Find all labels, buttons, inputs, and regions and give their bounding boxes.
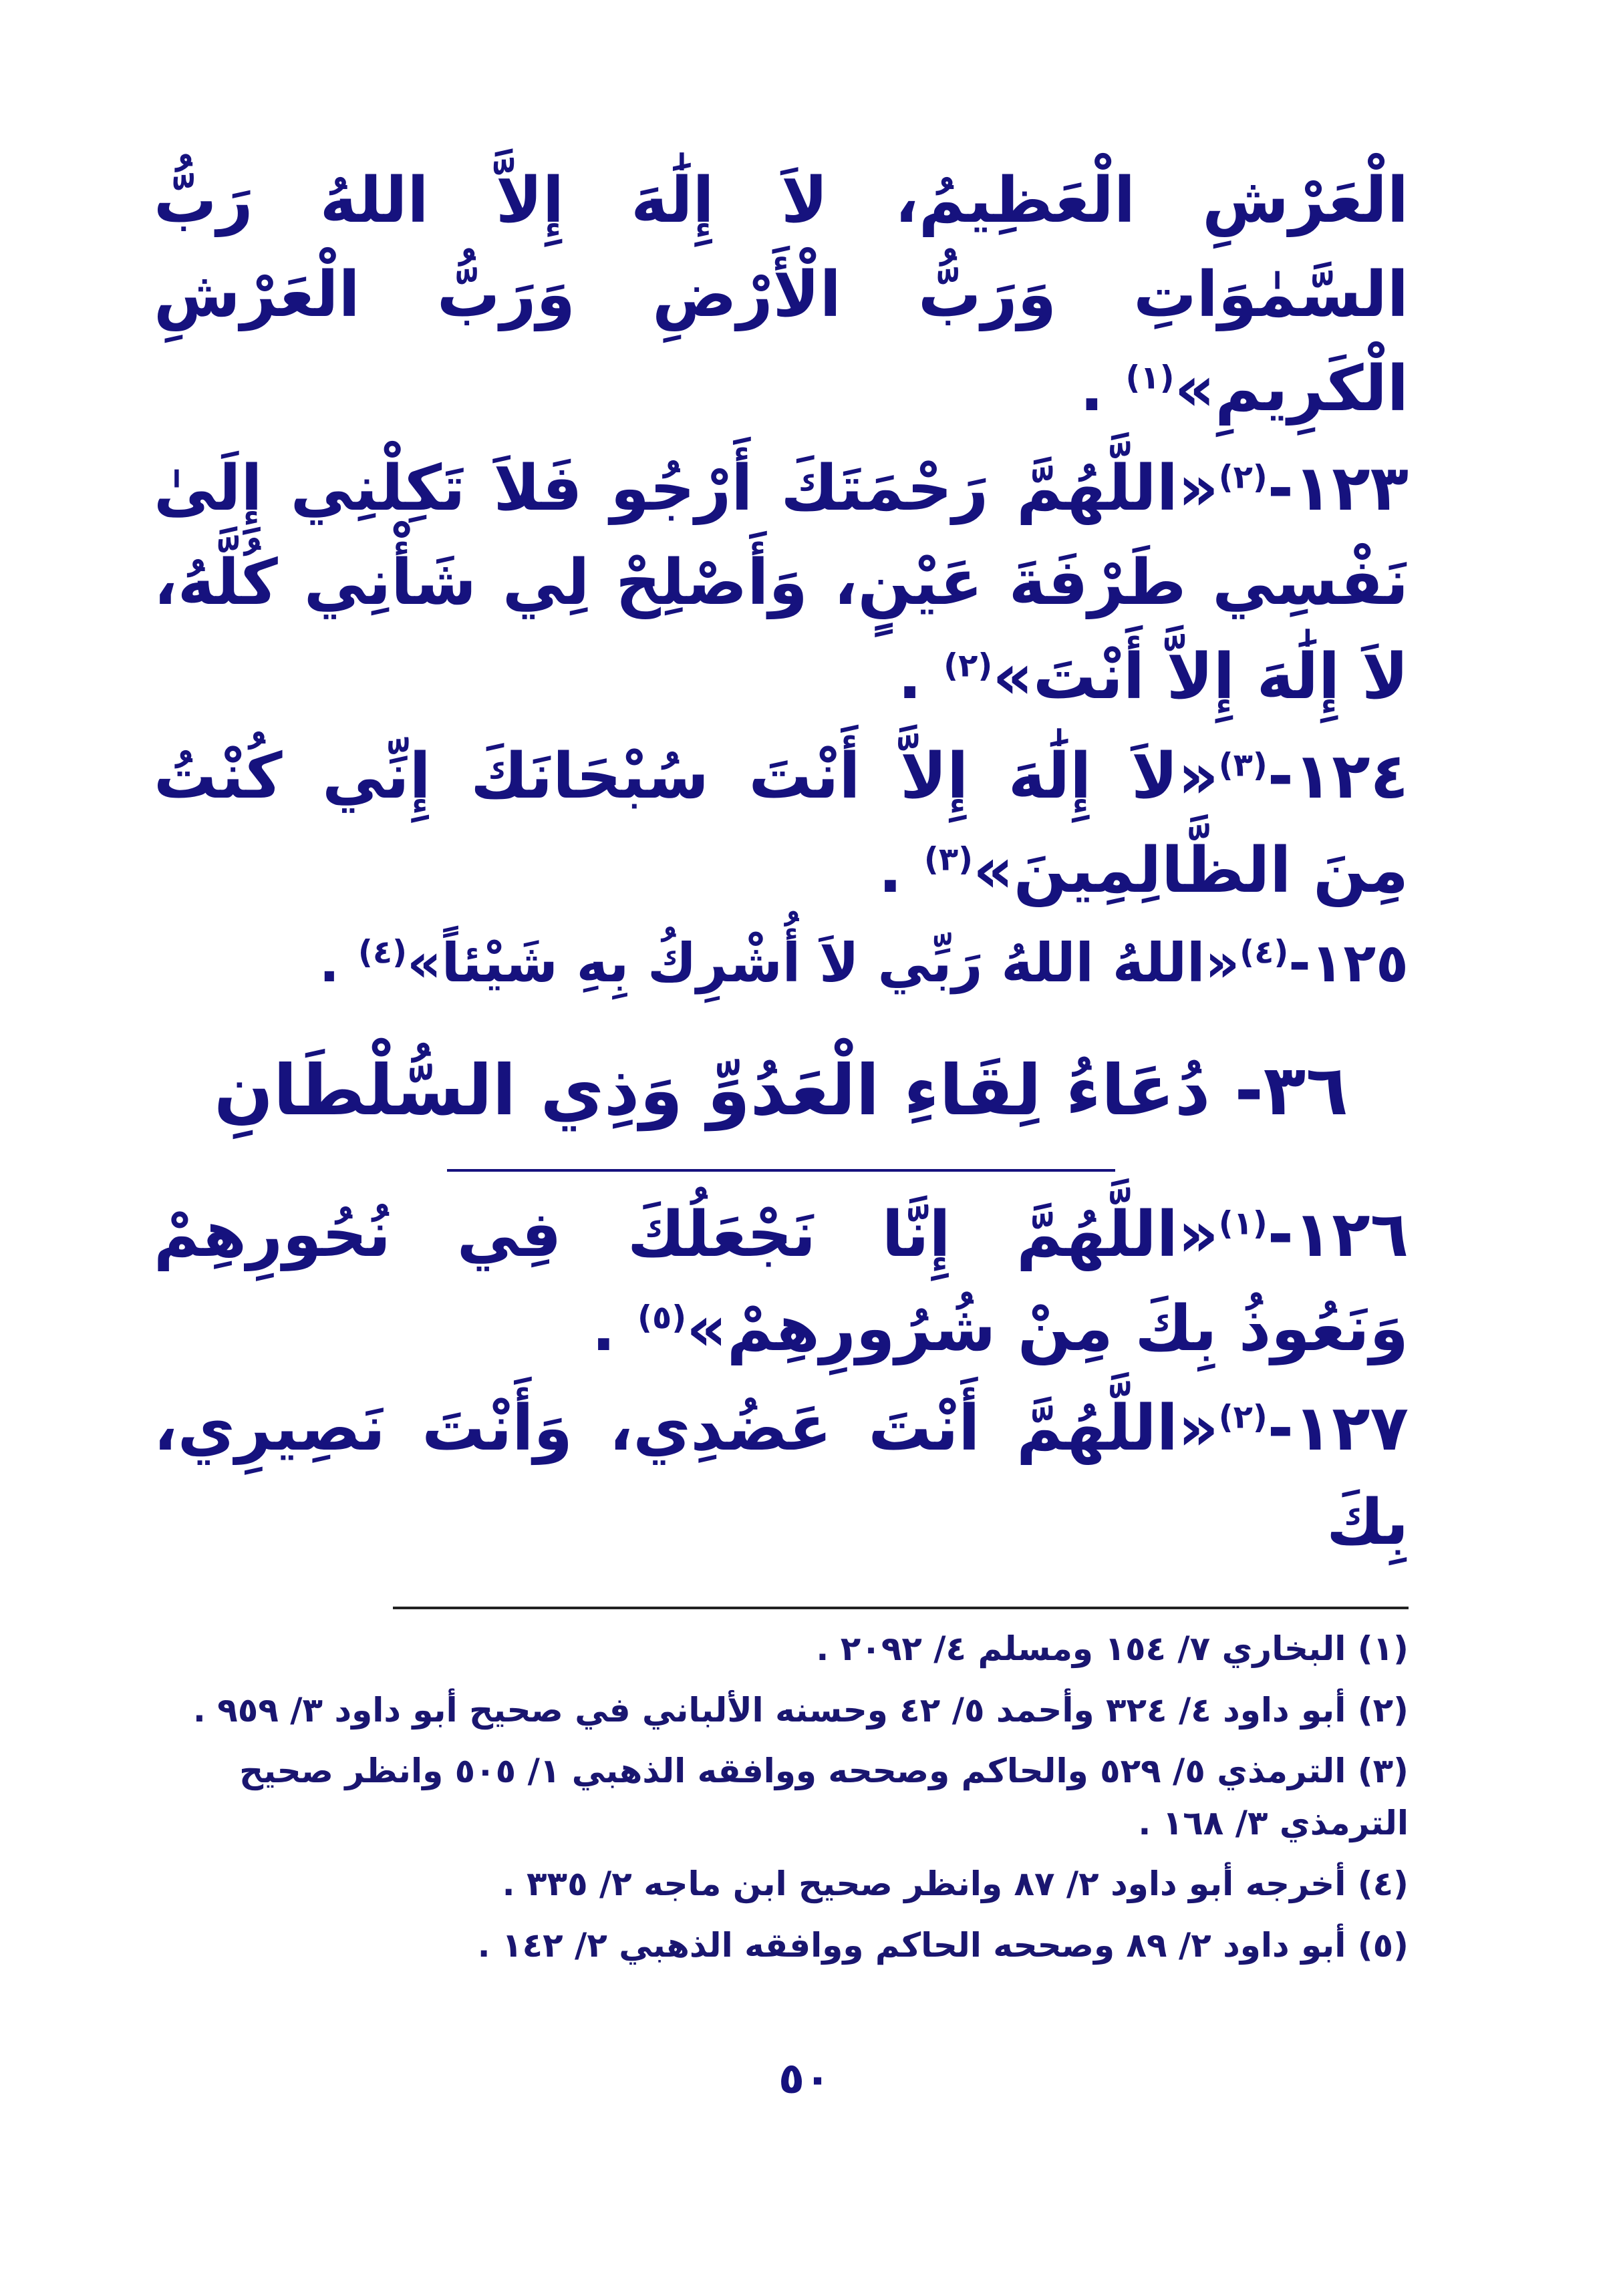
entry-end: . bbox=[878, 834, 903, 907]
entry-126 bbox=[154, 1188, 1409, 1376]
entry-sup[interactable]: (٤) bbox=[1239, 933, 1289, 971]
entry-number: ١٢٣- bbox=[1267, 452, 1409, 525]
footnote-4: (٤) أخرجه أبو داود ٢/ ٨٧ وانظر صحيح ابن ماجه ٢/ ٣٣٥ . bbox=[502, 1864, 1409, 1903]
footnote-5: (٥) أبو داود ٢/ ٨٩ وصححه الحاكم ووافقه الذهبي ٢/ ١٤٢ . bbox=[477, 1925, 1409, 1965]
entry-text: «اللَّهُمَّ إِنَّا نَجْعَلُكَ فِي نُحُورِهِمْ وَنَعُوذُ بِكَ مِنْ شُرُورِهِمْ» bbox=[154, 1198, 1409, 1365]
entry-124 bbox=[154, 729, 1409, 918]
page-number: ٥٠ bbox=[778, 2054, 831, 2104]
footnote-3: (٣) الترمذي ٥/ ٥٢٩ والحاكم وصححه ووافقه الذهبي ١/ ٥٠٥ وانظر صحيح الترمذي ٣/ ١٦٨ . bbox=[239, 1752, 1409, 1842]
entry-end: . bbox=[1079, 353, 1104, 426]
entry-number: ١٢٧- bbox=[1267, 1392, 1409, 1465]
footnote-ref[interactable]: (١) bbox=[1125, 359, 1175, 397]
entry-text: «لاَ إِلَٰهَ إِلاَّ أَنْتَ سُبْحَانَكَ إِنِّي كُنْتُ مِنَ الظَّالِمِينَ» bbox=[154, 740, 1409, 907]
entry-text: «اللَّهُمَّ أَنْتَ عَضُدِي، وَأَنْتَ نَصِيرِي، بِكَ bbox=[154, 1392, 1409, 1559]
main-text bbox=[154, 154, 1409, 1575]
footnote-2: (٢) أبو داود ٤/ ٣٢٤ وأحمد ٥/ ٤٢ وحسنه الألباني في صحيح أبو داود ٣/ ٩٥٩ . bbox=[192, 1690, 1409, 1730]
entry-end: . bbox=[319, 932, 340, 994]
entry-continued bbox=[154, 154, 1409, 436]
entry-end: . bbox=[897, 641, 922, 713]
footnotes bbox=[154, 1623, 1409, 1981]
entry-number: ١٢٥- bbox=[1288, 932, 1409, 994]
entry-123 bbox=[154, 442, 1409, 724]
entry-number: ١٢٤- bbox=[1267, 740, 1409, 813]
entry-text: «اللَّهُمَّ رَحْمَتَكَ أَرْجُو فَلاَ تَكِلْنِي إِلَىٰ نَفْسِي طَرْفَةَ عَيْنٍ، وَأَصْلِحْ لِي شَأْنِي كُلَّهُ، لاَ إِلَٰهَ إِلاَّ أَنْتَ» bbox=[154, 452, 1409, 713]
entry-sup[interactable]: (٢) bbox=[1218, 1398, 1268, 1436]
footnote-ref[interactable]: (٣) bbox=[923, 840, 974, 878]
entry-125 bbox=[154, 923, 1409, 1003]
footnote-1: (١) البخاري ٧/ ١٥٤ ومسلم ٤/ ٢٠٩٢ . bbox=[816, 1629, 1409, 1668]
footnote-ref[interactable]: (٢) bbox=[943, 647, 993, 685]
footnote-divider bbox=[393, 1607, 1409, 1609]
entry-sup[interactable]: (٢) bbox=[1218, 458, 1268, 496]
footnote-ref[interactable]: (٥) bbox=[637, 1299, 687, 1337]
entry-127 bbox=[154, 1381, 1409, 1570]
entry-sup[interactable]: (١) bbox=[1218, 1204, 1268, 1243]
entry-number: ١٢٦- bbox=[1267, 1198, 1409, 1271]
entry-text: الْعَرْشِ الْعَظِيمُ، لاَ إِلَٰهَ إِلاَّ اللهُ رَبُّ السَّمٰوَاتِ وَرَبُّ الْأَرْضِ وَرَبُّ الْعَرْشِ الْكَرِيمِ» bbox=[154, 164, 1409, 426]
footnote-ref[interactable]: (٤) bbox=[357, 933, 408, 971]
section-title-underline bbox=[447, 1169, 1115, 1172]
entry-end: . bbox=[591, 1293, 616, 1365]
entry-text: «اللهُ اللهُ رَبِّي لاَ أُشْرِكُ بِهِ شَيْئاً» bbox=[407, 932, 1240, 994]
entry-sup[interactable]: (٣) bbox=[1218, 746, 1268, 784]
section-title: ٣٦- دُعَاءُ لِقَاءِ الْعَدُوِّ وَذِي السُّلْطَانِ bbox=[214, 1049, 1348, 1131]
